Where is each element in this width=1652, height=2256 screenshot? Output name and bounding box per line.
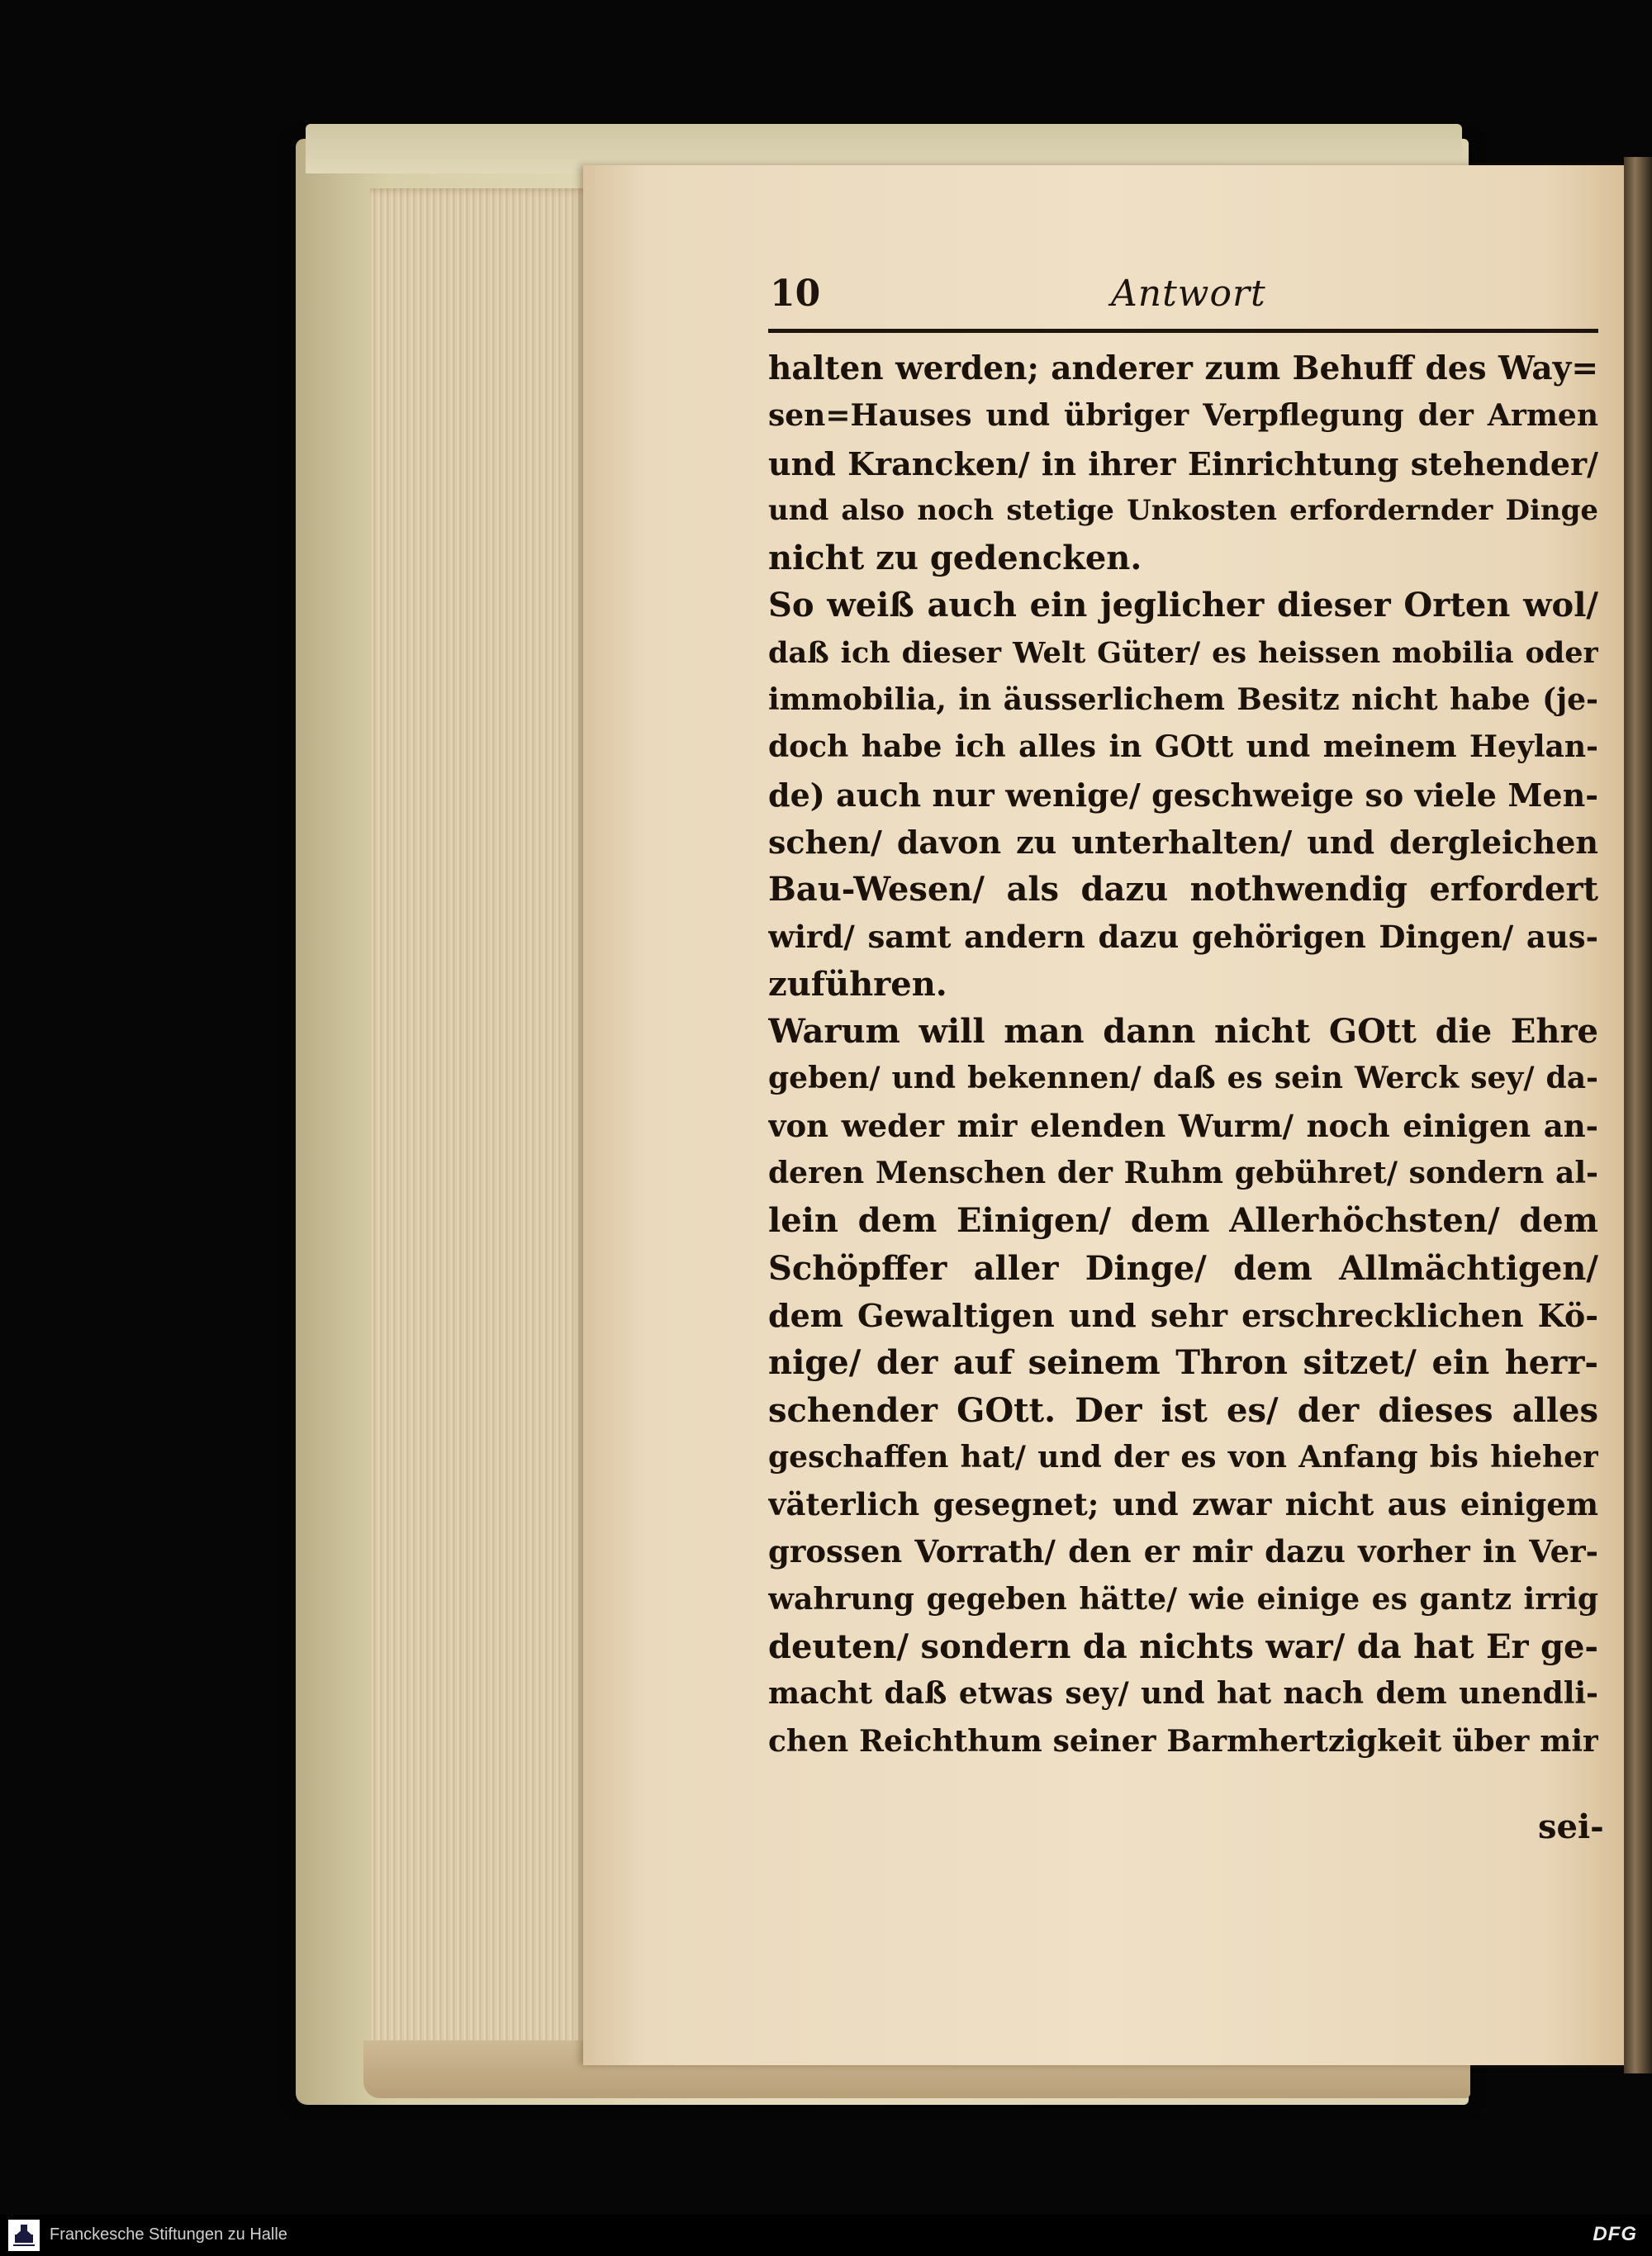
page-number: 10: [770, 273, 821, 315]
text-line: deren Menschen der Ruhm gebühret/ sondern al-: [768, 1156, 1598, 1191]
text-line: geben/ und bekennen/ daß es sein Werck sey/ da-: [768, 1061, 1598, 1096]
gutter-edge: [1624, 157, 1652, 2073]
text-line: immobilia, in äusserlichem Besitz nicht habe (je-: [768, 682, 1598, 718]
text-line: väterlich gesegnet; und zwar nicht aus einigem: [768, 1486, 1598, 1523]
text-line: halten werden; anderer zum Behuff des Way=: [768, 349, 1598, 387]
page-body-text: [768, 345, 1598, 1765]
text-line: von weder mir elenden Wurm/ noch einigen an-: [768, 1107, 1598, 1144]
text-line: wird/ samt andern dazu gehörigen Dingen/ aus-: [768, 918, 1598, 955]
text-line: de) auch nur wenige/ geschweige so viele Men-: [768, 776, 1598, 814]
text-line: Warum will man dann nicht GOtt die Ehre: [768, 1012, 1598, 1052]
catchword: sei-: [1538, 1807, 1604, 1846]
text-line: lein dem Einigen/ dem Allerhöchsten/ dem: [768, 1201, 1598, 1241]
header-rule: [768, 329, 1598, 333]
running-head: Antwort: [1111, 273, 1266, 315]
text-line: macht daß etwas sey/ und hat nach dem unendli-: [768, 1676, 1598, 1712]
text-line: wahrung gegeben hätte/ wie einige es gantz irrig: [768, 1581, 1598, 1617]
text-line: nige/ der auf seinem Thron sitzet/ ein herr-: [768, 1343, 1598, 1383]
text-line: Schöpffer aller Dinge/ dem Allmächtigen/: [768, 1248, 1598, 1288]
page-block-edges: [370, 188, 591, 2055]
text-line: zuführen.: [768, 964, 947, 1004]
text-line: Bau-Wesen/ als dazu nothwendig erfordert: [768, 870, 1598, 910]
dfg-logo[interactable]: DFG: [1593, 2223, 1637, 2245]
text-line: daß ich dieser Welt Güter/ es heissen mobilia oder: [768, 635, 1598, 670]
text-line: dem Gewaltigen und sehr erschrecklichen Kö-: [768, 1296, 1598, 1334]
text-line: chen Reichthum seiner Barmhertzigkeit über mir: [768, 1723, 1598, 1759]
text-line: und also noch stetige Unkosten erfordernder Dinge: [768, 493, 1598, 527]
text-line: grossen Vorrath/ den er mir dazu vorher in Ver-: [768, 1533, 1598, 1570]
text-line: doch habe ich alles in GOtt und meinem Heylan-: [768, 729, 1598, 765]
text-line: und Krancken/ in ihrer Einrichtung stehender/: [768, 444, 1598, 482]
institution-logo-icon[interactable]: [8, 2220, 40, 2251]
text-line: deuten/ sondern da nichts war/ da hat Er ge-: [768, 1627, 1598, 1667]
text-line: sen=Hauses und übriger Verpflegung der Armen: [768, 398, 1598, 434]
text-line: geschaffen hat/ und der es von Anfang bis hieher: [768, 1439, 1598, 1475]
text-line: So weiß auch ein jeglicher dieser Orten wol/: [768, 586, 1598, 625]
text-line: schender GOtt. Der ist es/ der dieses alles: [768, 1390, 1598, 1430]
institution-name[interactable]: Franckesche Stiftungen zu Halle: [50, 2225, 287, 2244]
text-line: schen/ davon zu unterhalten/ und dergleichen: [768, 823, 1598, 861]
text-line: nicht zu gedencken.: [768, 539, 1142, 578]
viewer-footer: [0, 2215, 1652, 2256]
